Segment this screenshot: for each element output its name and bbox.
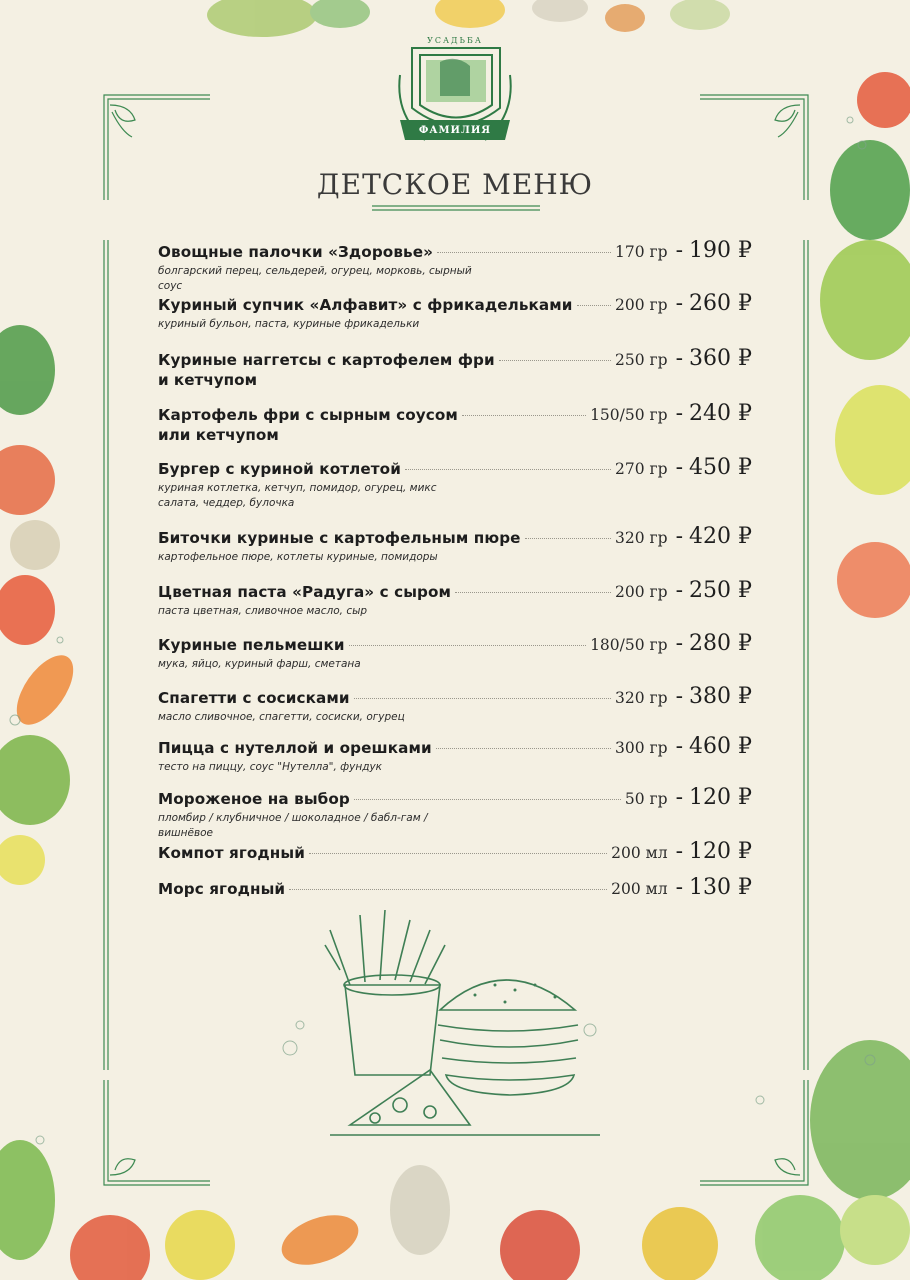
brand-name: ФАМИЛИЯ	[418, 125, 492, 136]
price-dash: -	[675, 875, 683, 900]
menu-item-row	[158, 875, 752, 900]
item-weight: 200 гр	[615, 296, 668, 314]
dotted-leader	[577, 305, 611, 306]
item-price-value: 120	[689, 839, 731, 864]
item-price	[689, 401, 752, 426]
menu-item-row	[158, 291, 752, 316]
item-weight: 320 гр	[615, 689, 668, 707]
item-weight: 200 мл	[611, 880, 668, 898]
currency-sign: ₽	[738, 291, 752, 316]
menu-item	[158, 455, 752, 511]
item-description: масло сливочное, спагетти, сосиски, огурец	[158, 711, 405, 723]
menu-item	[158, 524, 752, 565]
menu-item	[158, 734, 752, 775]
currency-sign: ₽	[738, 875, 752, 900]
dotted-leader	[455, 592, 611, 593]
item-name: Компот ягодный	[158, 844, 305, 862]
currency-sign: ₽	[738, 839, 752, 864]
item-price-value: 450	[689, 455, 731, 480]
menu-list	[158, 0, 752, 1280]
item-name: Куриный супчик «Алфавит» с фрикадельками	[158, 296, 573, 314]
dotted-leader	[437, 252, 611, 253]
menu-item	[158, 785, 752, 841]
item-description: картофельное пюре, котлеты куриные, помидоры	[158, 551, 438, 563]
item-weight: 150/50 гр	[590, 406, 668, 424]
price-dash: -	[675, 455, 683, 480]
item-weight: 200 мл	[611, 844, 668, 862]
item-name: Куриные пельмешки	[158, 636, 345, 654]
menu-item-row	[158, 524, 752, 549]
menu-item-row	[158, 734, 752, 759]
price-dash: -	[675, 401, 683, 426]
item-price	[689, 631, 752, 656]
item-name: Овощные палочки «Здоровье»	[158, 243, 434, 261]
item-price	[689, 875, 752, 900]
item-price-value: 250	[689, 578, 731, 603]
dotted-leader	[462, 415, 586, 416]
item-name: Мороженое на выбор	[158, 790, 350, 808]
price-dash: -	[675, 524, 683, 549]
item-price	[689, 785, 752, 810]
price-dash: -	[675, 578, 683, 603]
item-price-value: 240	[689, 401, 731, 426]
item-weight: 270 гр	[615, 460, 668, 478]
item-price	[689, 455, 752, 480]
item-description: паста цветная, сливочное масло, сыр	[158, 605, 368, 617]
menu-item	[158, 631, 752, 672]
item-weight: 320 гр	[615, 529, 668, 547]
currency-sign: ₽	[738, 401, 752, 426]
brand-small-label: УСАДЬБА	[427, 36, 483, 45]
item-price	[689, 578, 752, 603]
menu-item	[158, 875, 752, 900]
dotted-leader	[499, 360, 611, 361]
currency-sign: ₽	[738, 684, 752, 709]
item-price-value: 260	[689, 291, 731, 316]
item-weight: 180/50 гр	[590, 636, 668, 654]
item-price	[689, 684, 752, 709]
price-dash: -	[675, 631, 683, 656]
dotted-leader	[405, 469, 611, 470]
item-description: болгарский перец, сельдерей, огурец, морковь, сырный соус	[158, 265, 472, 292]
price-dash: -	[675, 346, 683, 371]
dotted-leader	[289, 889, 607, 890]
item-price	[689, 238, 752, 263]
item-price-value: 120	[689, 785, 731, 810]
item-weight: 200 гр	[615, 583, 668, 601]
menu-item	[158, 346, 752, 390]
dotted-leader	[354, 799, 621, 800]
item-name: Морс ягодный	[158, 880, 286, 898]
menu-item	[158, 684, 752, 725]
item-name-line2: или кетчупом	[158, 426, 279, 444]
item-name: Картофель фри с сырным соусом	[158, 406, 458, 424]
menu-item-row	[158, 346, 752, 371]
menu-item	[158, 238, 752, 294]
menu-item-row	[158, 238, 752, 263]
price-dash: -	[675, 238, 683, 263]
menu-item-row	[158, 455, 752, 480]
item-weight: 50 гр	[624, 790, 668, 808]
item-description: куриный бульон, паста, куриные фрикадельки	[158, 318, 420, 330]
item-price-value: 460	[689, 734, 731, 759]
item-weight: 250 гр	[615, 351, 668, 369]
menu-item-row	[158, 839, 752, 864]
menu-title: ДЕТСКОЕ МЕНЮ	[316, 168, 594, 201]
currency-sign: ₽	[738, 524, 752, 549]
item-name: Цветная паста «Радуга» с сыром	[158, 583, 452, 601]
menu-item	[158, 401, 752, 445]
item-price-value: 130	[689, 875, 731, 900]
menu-item-row	[158, 684, 752, 709]
dotted-leader	[436, 748, 611, 749]
item-price-value: 190	[689, 238, 731, 263]
menu-item-row	[158, 578, 752, 603]
item-name: Пицца с нутеллой и орешками	[158, 739, 432, 757]
menu-item	[158, 291, 752, 332]
item-price-value: 420	[689, 524, 731, 549]
menu-item-row	[158, 631, 752, 656]
currency-sign: ₽	[738, 785, 752, 810]
item-price	[689, 291, 752, 316]
item-name: Куриные наггетсы с картофелем фри	[158, 351, 495, 369]
currency-sign: ₽	[738, 238, 752, 263]
item-price	[689, 734, 752, 759]
price-dash: -	[675, 734, 683, 759]
item-price	[689, 839, 752, 864]
price-dash: -	[675, 684, 683, 709]
item-name: Биточки куриные с картофельным пюре	[158, 529, 521, 547]
item-weight: 170 гр	[615, 243, 668, 261]
dotted-leader	[354, 698, 611, 699]
item-name: Бургер с куриной котлетой	[158, 460, 401, 478]
item-price	[689, 346, 752, 371]
item-price-value: 360	[689, 346, 731, 371]
price-dash: -	[675, 291, 683, 316]
currency-sign: ₽	[738, 346, 752, 371]
currency-sign: ₽	[738, 455, 752, 480]
price-dash: -	[675, 839, 683, 864]
dotted-leader	[349, 645, 586, 646]
item-name: Спагетти с сосисками	[158, 689, 350, 707]
item-description: пломбир / клубничное / шоколадное / бабл-гам / вишнёвое	[158, 812, 428, 839]
item-name-line2: и кетчупом	[158, 371, 258, 389]
dotted-leader	[309, 853, 607, 854]
currency-sign: ₽	[738, 578, 752, 603]
dotted-leader	[525, 538, 611, 539]
currency-sign: ₽	[738, 631, 752, 656]
item-description: куриная котлетка, кетчуп, помидор, огурец, микс салата, чеддер, булочка	[158, 482, 437, 509]
menu-item-row	[158, 401, 752, 426]
item-price	[689, 524, 752, 549]
item-price-value: 280	[689, 631, 731, 656]
price-dash: -	[675, 785, 683, 810]
item-price-value: 380	[689, 684, 731, 709]
item-description: мука, яйцо, куриный фарш, сметана	[158, 658, 361, 670]
menu-item	[158, 578, 752, 619]
item-weight: 300 гр	[615, 739, 668, 757]
item-description: тесто на пиццу, соус "Нутелла", фундук	[158, 761, 383, 773]
menu-item	[158, 839, 752, 864]
currency-sign: ₽	[738, 734, 752, 759]
menu-item-row	[158, 785, 752, 810]
